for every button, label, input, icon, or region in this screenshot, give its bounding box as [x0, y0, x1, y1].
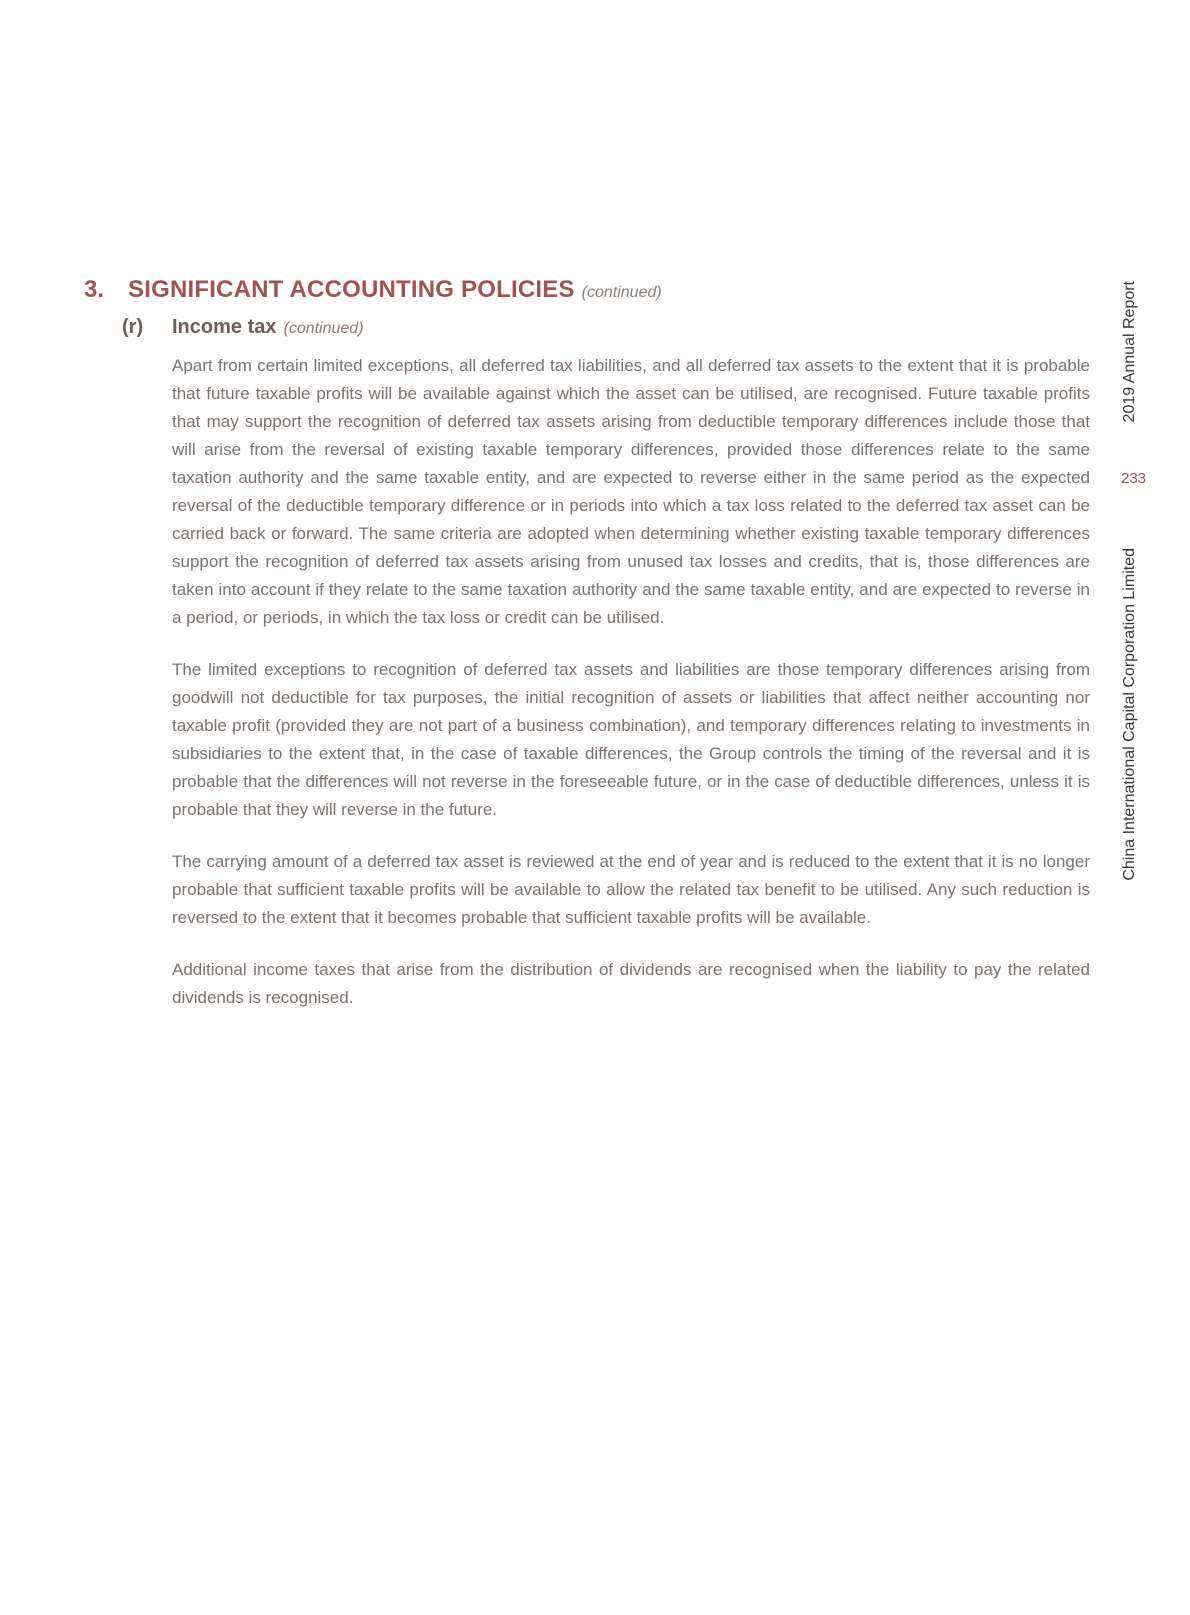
sidebar-page-number: 233: [1121, 470, 1147, 487]
sidebar-report-title: 2019 Annual Report: [1121, 281, 1138, 423]
subsection-title: Income tax: [172, 316, 277, 338]
subsection-label: (r): [122, 316, 144, 338]
sidebar-company-name: China International Capital Corporation Limited: [1121, 548, 1138, 881]
section-heading: [84, 276, 662, 304]
body-copy: [172, 352, 1090, 1036]
subsection-heading: [122, 316, 364, 339]
section-continued-label: (continued): [581, 284, 662, 301]
subsection-continued-label: (continued): [283, 320, 364, 337]
section-title: SIGNIFICANT ACCOUNTING POLICIES: [128, 276, 575, 303]
body-paragraph-4: Additional income taxes that arise from the distribution of dividends are recognised when the liability to pay the related dividends is recognised.: [172, 960, 1090, 1007]
body-paragraph-2: The limited exceptions to recognition of deferred tax assets and liabilities are those temporary differences arising from goodwill not deductible for tax purposes, the initial recognition of assets or liabilities that affect neither accounting nor taxable profit (provided they are not part of a business combination), and temporary differences relating to investments in subsidiaries to the extent that, in the case of taxable differences, the Group controls the timing of the reversal and it is probable that the differences will not reverse in the foreseeable future, or in the case of deductible differences, unless it is probable that they will reverse in the future.: [172, 660, 1090, 819]
section-number: 3.: [84, 276, 105, 303]
body-paragraph-3: The carrying amount of a deferred tax asset is reviewed at the end of year and is reduced to the extent that it is no longer probable that sufficient taxable profits will be available to allow the related tax benefit to be utilised. Any such reduction is reversed to the extent that it becomes probable that sufficient taxable profits will be available.: [172, 852, 1090, 927]
body-paragraph-1: Apart from certain limited exceptions, all deferred tax liabilities, and all deferred tax assets to the extent that it is probable that future taxable profits will be available against which the asset can be utilised, are recognised. Future taxable profits that may support the recognition of deferred tax assets arising from deductible temporary differences include those that will arise from the reversal of existing taxable temporary differences, provided those differences relate to the same taxation authority and the same taxable entity, and are expected to reverse either in the same period as the expected reversal of the deductible temporary difference or in periods into which a tax loss related to the deferred tax asset can be carried back or forward. The same criteria are adopted when determining whether existing taxable temporary differences support the recognition of deferred tax assets arising from unused tax losses and credits, that is, those differences are taken into account if they relate to the same taxation authority and the same taxable entity, and are expected to reverse in a period, or periods, in which the tax loss or credit can be utilised.: [172, 356, 1090, 627]
